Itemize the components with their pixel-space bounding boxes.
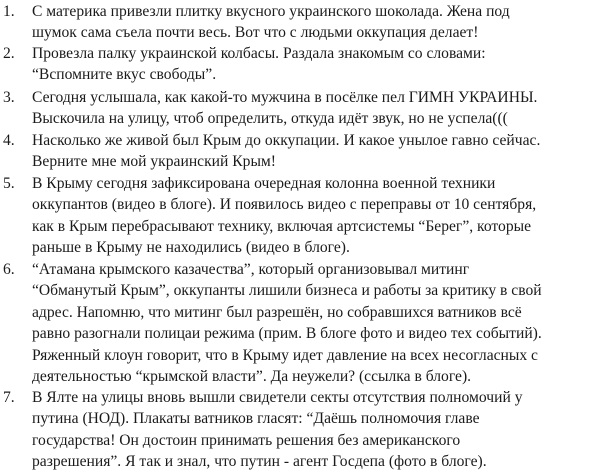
list-item-text-line: Ряженный клоун говорит, что в Крыму идет давление на всех несогласных с <box>32 347 538 364</box>
list-item-text-line: Провезла палку украинской колбасы. Раздала знакомым со словами: <box>32 45 486 62</box>
list-item-text-line: адрес. Напомню, что митинг был разрешён, но собравшихся ватников всё <box>32 304 522 321</box>
list-item-text-line: путина (НОД). Плакаты ватников гласят: “Даёшь полномочия главе <box>32 410 480 427</box>
list-item-text-line: “Обманутый Крым”, оккупанты лишили бизнеса и работы за критику в свой <box>32 282 542 299</box>
list-item-text-line: деятельностью “крымской власти”. Да неужели? (ссылка в блоге). <box>32 368 472 385</box>
list-item-number: 1. <box>3 3 15 20</box>
list-item-number: 7. <box>3 389 15 406</box>
list-item-text-line: государства! Он достоин принимать решения без американского <box>32 432 461 449</box>
list-item-text-line: В Крыму сегодня зафиксирована очередная колонна военной техники <box>32 175 496 192</box>
list-item-text-line: как в Крым перебрасывают технику, включая артсистемы “Берег”, которые <box>32 218 532 235</box>
list-item-number: 2. <box>3 45 15 62</box>
list-item-text-line: оккупантов (видео в блоге). И появилось видео с переправы от 10 сентября, <box>32 196 537 213</box>
list-item-number: 5. <box>3 175 15 192</box>
list-item-text-line: разрешения”. Я так и знал, что путин - агент Госдепа (фото в блоге). <box>32 453 487 470</box>
list-item-number: 3. <box>3 89 15 106</box>
list-item-text-line: равно разогнали полицаи режима (прим. В блоге фото и видео тех событий). <box>32 325 542 342</box>
list-item-text-line: Верните мне мой украинский Крым! <box>32 153 276 170</box>
list-item-number: 6. <box>3 261 15 278</box>
list-item-number: 4. <box>3 132 15 149</box>
list-item-text-line: “Вспомните вкус свободы”. <box>32 66 217 83</box>
list-item-text-line: “Атамана крымского казачества”, который организовывал митинг <box>32 261 470 278</box>
list-item-text-line: шумок сама съела почти весь. Вот что с людьми оккупация делает! <box>32 24 479 41</box>
list-item-text-line: раньше в Крыму не находились (видео в блоге). <box>32 239 350 256</box>
list-item-text-line: В Ялте на улицы вновь вышли свидетели секты отсутствия полномочий у <box>32 389 523 406</box>
list-item-text-line: Выскочила на улицу, чтоб определить, откуда идёт звук, но не успела((( <box>32 110 508 127</box>
list-item-text-line: С материка привезли плитку вкусного украинского шоколада. Жена под <box>32 3 510 20</box>
list-item-text-line: Насколько же живой был Крым до оккупации. И какое унылое гавно сейчас. <box>32 132 541 149</box>
list-item-text-line: Сегодня услышала, как какой-то мужчина в посёлке пел ГИМН УКРАИНЫ. <box>32 89 538 106</box>
